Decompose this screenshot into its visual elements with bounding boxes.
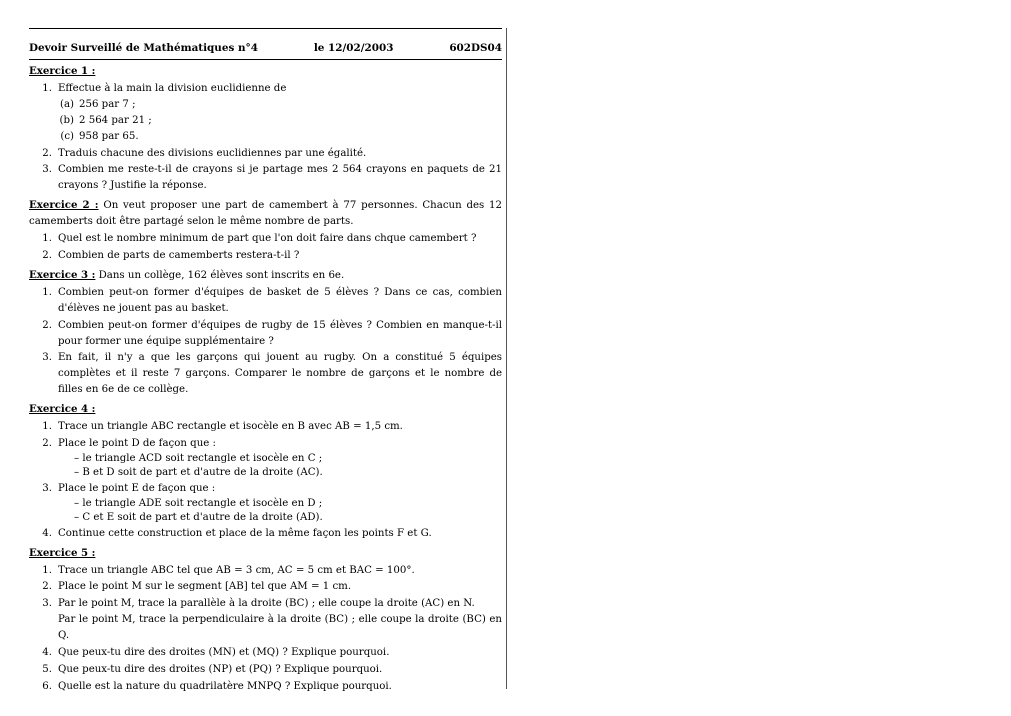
sub-item-text: 256 par 7 ; bbox=[79, 98, 136, 110]
dash-line: – le triangle ADE soit rectangle et isocèle en D ; bbox=[74, 497, 323, 509]
exercise-3-title: Exercice 3 : bbox=[29, 268, 96, 281]
list-item bbox=[29, 419, 502, 435]
item-text: Combien de parts de camemberts restera-t-il ? bbox=[58, 249, 300, 261]
dash-line: – C et E soit de part et d'autre de la droite (AD). bbox=[74, 511, 323, 523]
list-item bbox=[29, 350, 502, 398]
item-text: Quelle est la nature du quadrilatère MNPQ ? Explique pourquoi. bbox=[58, 680, 392, 692]
item-number: 3. bbox=[42, 598, 52, 610]
list-item bbox=[29, 318, 502, 350]
sub-item bbox=[52, 129, 502, 145]
item-text: Quel est le nombre minimum de part que l'on doit faire dans chque camembert ? bbox=[58, 233, 477, 245]
list-item bbox=[29, 231, 502, 247]
exercise-2-intro: On veut proposer une part de camembert à 77 personnes. Chacun des 12 camemberts doit être partagé selon le même nombre de parts. bbox=[29, 200, 502, 228]
list-item bbox=[29, 162, 502, 194]
list-item bbox=[29, 436, 502, 480]
header bbox=[29, 29, 502, 59]
item-number: 1. bbox=[42, 286, 52, 298]
item-text: Que peux-tu dire des droites (MN) et (MQ) ? Explique pourquoi. bbox=[58, 647, 390, 659]
exam-date: le 12/02/2003 bbox=[313, 42, 394, 54]
exercise-5-title: Exercice 5 : bbox=[29, 546, 96, 559]
sub-item-label: (a) bbox=[59, 98, 74, 110]
item-text: Trace un triangle ABC rectangle et isocèle en B avec AB = 1,5 cm. bbox=[58, 421, 403, 433]
item-number: 2. bbox=[42, 319, 52, 331]
item-text: Combien peut-on former d'équipes de basket de 5 élèves ? Dans ce cas, combien d'élèves ne jouent pas au basket. bbox=[58, 286, 502, 314]
exercise-2-list bbox=[29, 231, 502, 264]
item-number: 6. bbox=[42, 680, 52, 692]
exercise-4-heading bbox=[29, 402, 502, 418]
list-item bbox=[29, 526, 502, 542]
list-item bbox=[29, 146, 502, 162]
item-text: Trace un triangle ABC tel que AB = 3 cm, AC = 5 cm et BAC = 100°. bbox=[58, 564, 415, 576]
dash-line: – B et D soit de part et d'autre de la droite (AC). bbox=[74, 466, 323, 478]
item-number: 3. bbox=[42, 352, 52, 364]
margin-line bbox=[506, 28, 507, 689]
exercise-5-list bbox=[29, 563, 502, 695]
list-item bbox=[29, 81, 502, 97]
sub-item bbox=[52, 97, 502, 113]
list-item bbox=[29, 679, 502, 695]
header-rule bbox=[29, 59, 502, 60]
exercise-1-heading bbox=[29, 64, 502, 80]
exercise-1-list bbox=[29, 81, 502, 194]
item-number: 1. bbox=[42, 82, 52, 94]
item-text: Continue cette construction et place de la même façon les points F et G. bbox=[58, 527, 432, 539]
exercise-1-title: Exercice 1 : bbox=[29, 65, 96, 77]
item-text: Combien me reste-t-il de crayons si je partage mes 2 564 crayons en paquets de 21 crayons ? Justifie la réponse. bbox=[58, 164, 502, 192]
list-item bbox=[29, 579, 502, 595]
exercise-4-title: Exercice 4 : bbox=[29, 403, 96, 416]
item-line: Place le point D de façon que : bbox=[58, 437, 216, 449]
item-text: Traduis chacune des divisions euclidiennes par une égalité. bbox=[58, 147, 367, 159]
list-item bbox=[29, 662, 502, 678]
item-text: Que peux-tu dire des droites (NP) et (PQ) ? Explique pourquoi. bbox=[58, 664, 383, 675]
item-number: 3. bbox=[42, 164, 52, 176]
item-number: 1. bbox=[42, 564, 52, 576]
item-number: 2. bbox=[42, 249, 52, 261]
exercise-2-title: Exercice 2 : bbox=[29, 199, 99, 212]
item-line: Par le point M, trace la perpendiculaire à la droite (BC) ; elle coupe la droite (BC) en Q. bbox=[58, 614, 502, 642]
item-number: 5. bbox=[42, 664, 52, 675]
list-item bbox=[29, 248, 502, 264]
exam-code: 602DS04 bbox=[449, 42, 502, 54]
item-number: 2. bbox=[42, 437, 52, 449]
exam-sheet bbox=[29, 28, 502, 695]
item-number: 2. bbox=[42, 581, 52, 593]
item-number: 4. bbox=[42, 647, 52, 659]
item-number: 1. bbox=[42, 233, 52, 245]
sub-item-label: (b) bbox=[59, 114, 74, 126]
sub-item-text: 2 564 par 21 ; bbox=[79, 114, 152, 126]
list-item bbox=[29, 596, 502, 644]
item-text bbox=[58, 481, 502, 525]
list-item bbox=[29, 481, 502, 525]
item-text: Combien peut-on former d'équipes de rugby de 15 élèves ? Combien en manque-t-il pour former une équipe supplémentaire ? bbox=[58, 319, 502, 347]
dash-line: – le triangle ACD soit rectangle et isocèle en C ; bbox=[74, 452, 323, 464]
item-text bbox=[58, 436, 502, 480]
exercise-5-heading bbox=[29, 546, 502, 562]
item-text: Place le point M sur le segment [AB] tel que AM = 1 cm. bbox=[58, 581, 352, 593]
exercise-2-heading bbox=[29, 198, 502, 230]
list-item bbox=[29, 563, 502, 579]
exercise-4-list bbox=[29, 419, 502, 542]
list-item bbox=[29, 645, 502, 661]
exercise-3-list bbox=[29, 285, 502, 398]
exercise-3-intro: Dans un collège, 162 élèves sont inscrits en 6e. bbox=[95, 269, 345, 281]
item-text: En fait, il n'y a que les garçons qui jouent au rugby. On a constitué 5 équipes complètes et il reste 7 garçons. Comparer le nombre de garçons et le nombre de filles en 6e de ce collège. bbox=[58, 352, 502, 396]
exam-title: Devoir Surveillé de Mathématiques n°4 bbox=[29, 42, 258, 54]
sub-item-label: (c) bbox=[60, 130, 74, 142]
item-line: Place le point E de façon que : bbox=[58, 482, 216, 494]
item-line: Par le point M, trace la parallèle à la droite (BC) ; elle coupe la droite (AC) en N. bbox=[58, 598, 475, 610]
item-text: Effectue à la main la division euclidienne de bbox=[58, 82, 287, 94]
sub-item-text: 958 par 65. bbox=[79, 130, 139, 142]
exercise-3-heading bbox=[29, 268, 502, 284]
item-number: 3. bbox=[42, 482, 52, 494]
item-number: 4. bbox=[42, 527, 52, 539]
sub-item bbox=[52, 113, 502, 129]
item-number: 2. bbox=[42, 147, 52, 159]
item-number: 1. bbox=[42, 421, 52, 433]
list-item bbox=[29, 285, 502, 317]
item-text bbox=[58, 596, 502, 644]
